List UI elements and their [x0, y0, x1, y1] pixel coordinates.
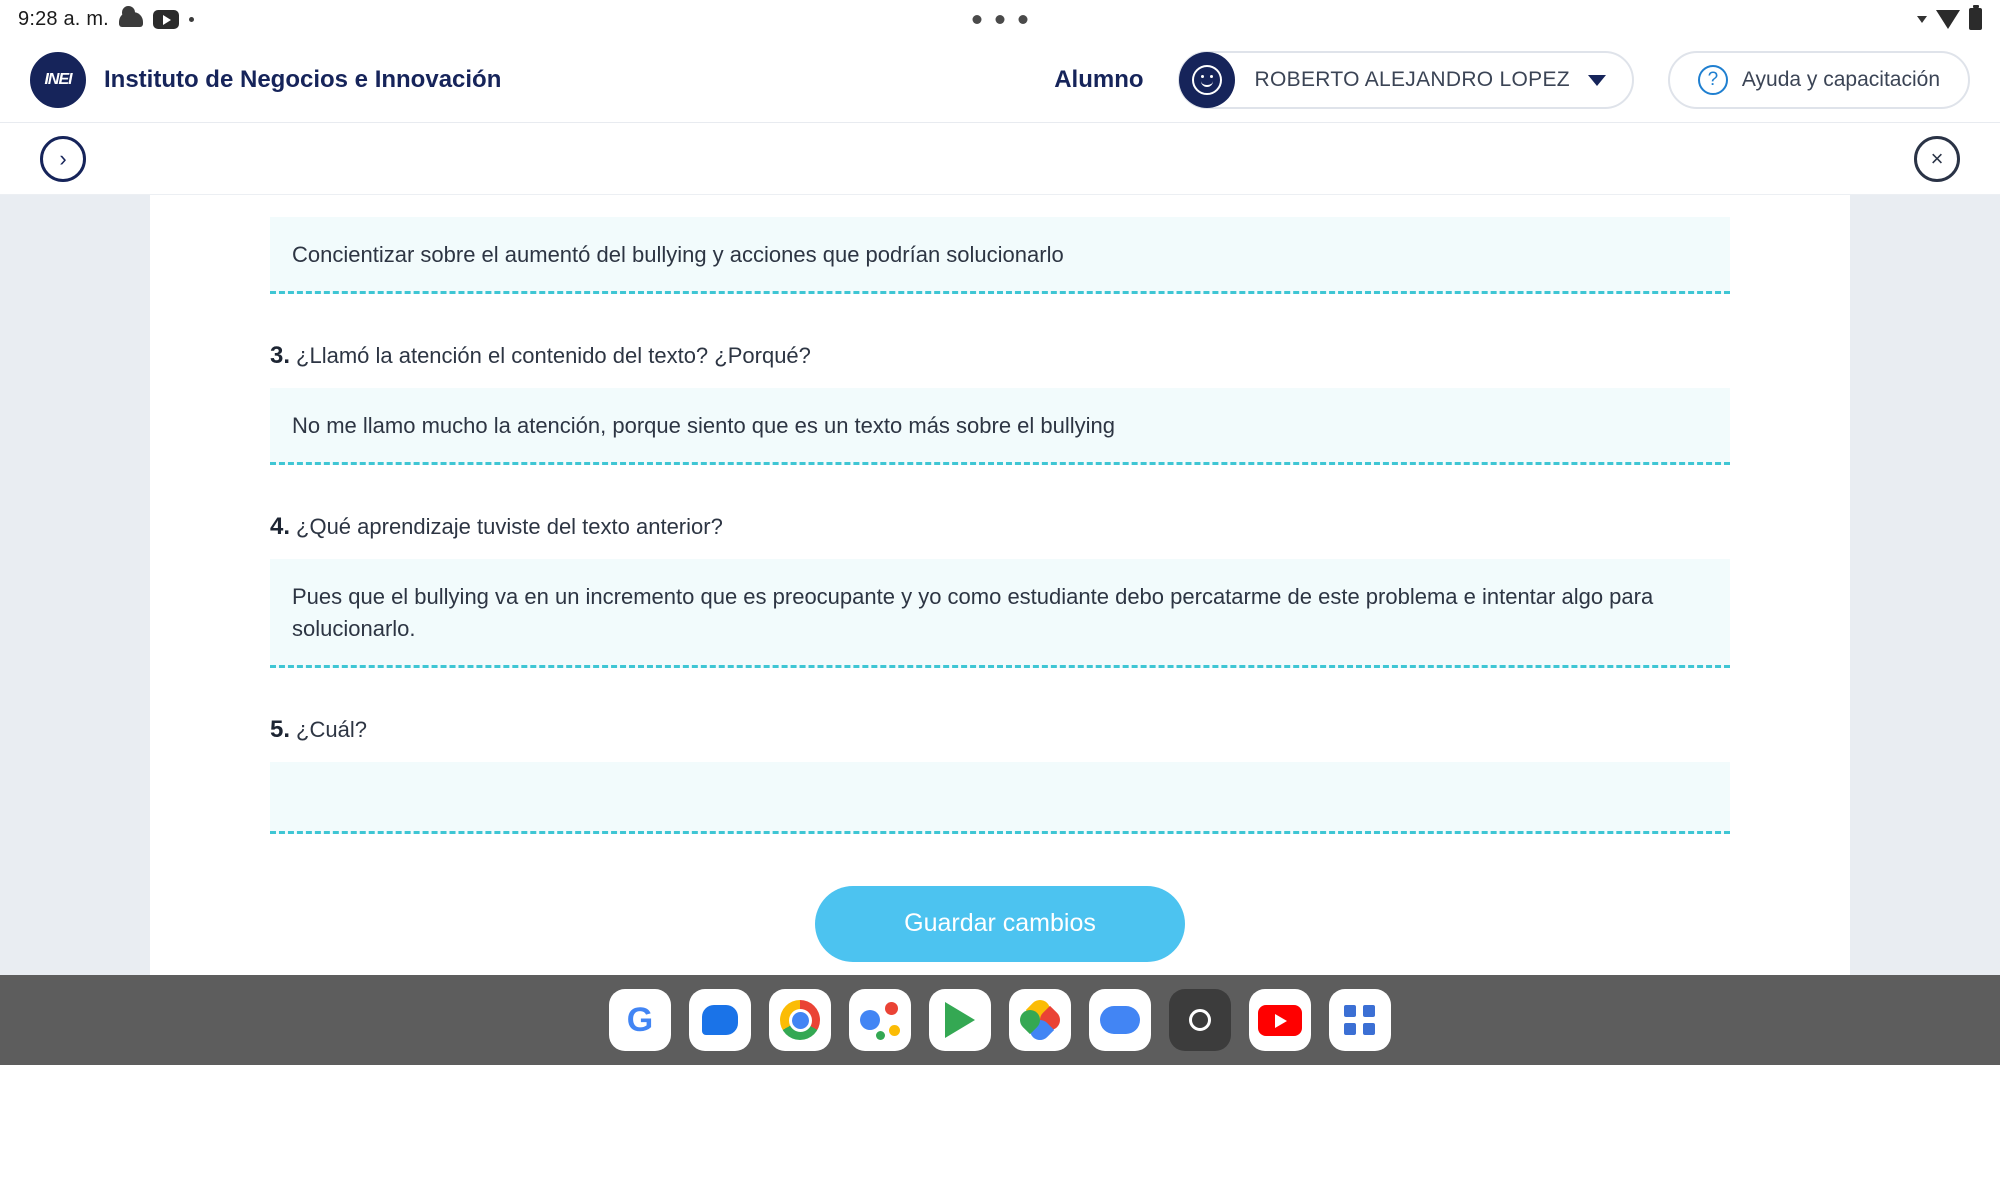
avatar	[1179, 52, 1235, 108]
messages-icon[interactable]	[689, 989, 751, 1051]
activity-form	[150, 195, 1850, 975]
status-clock: 9:28 a. m.	[18, 7, 109, 30]
triangle-down-icon	[1917, 16, 1927, 23]
youtube-icon	[153, 10, 179, 29]
status-left-group	[18, 8, 194, 31]
android-status-bar	[0, 0, 2000, 38]
question-text: ¿Qué aprendizaje tuviste del texto anterior?	[296, 513, 723, 539]
brand	[30, 52, 501, 108]
page-title: Instituto de Negocios e Innovación	[104, 66, 502, 93]
question-mark-icon: ?	[1698, 65, 1728, 95]
google-search-icon[interactable]: G	[609, 989, 671, 1051]
scrollbar[interactable]	[1988, 195, 2000, 975]
question-label-3	[270, 342, 1730, 370]
status-center-dots	[973, 15, 1028, 24]
question-number: 4.	[270, 512, 291, 540]
android-dock	[0, 975, 2000, 1065]
assistant-icon[interactable]	[849, 989, 911, 1051]
answer-field-4[interactable]: Pues que el bullying va en un incremento que es preocupante y yo como estudiante debo percatarme de este problema e intentar algo para solucionarlo.	[270, 559, 1730, 668]
forward-arrow-icon[interactable]: ›	[40, 136, 86, 182]
answer-field-5[interactable]	[270, 762, 1730, 834]
question-label-5	[270, 716, 1730, 744]
answer-field-3[interactable]: No me llamo mucho la atención, porque siento que es un texto más sobre el bullying	[270, 388, 1730, 465]
question-block-5	[270, 716, 1730, 834]
role-label: Alumno	[1054, 66, 1144, 93]
app-drawer-icon[interactable]	[1329, 989, 1391, 1051]
drive-icon[interactable]	[1089, 989, 1151, 1051]
question-number: 3.	[270, 341, 291, 369]
camera-icon[interactable]	[1169, 989, 1231, 1051]
dot-icon	[973, 15, 982, 24]
app-header	[0, 38, 2000, 123]
help-button[interactable]	[1668, 51, 1970, 109]
save-row	[270, 886, 1730, 962]
help-label: Ayuda y capacitación	[1741, 68, 1940, 91]
play-store-icon[interactable]	[929, 989, 991, 1051]
dot-icon	[189, 17, 194, 22]
institution-logo-icon: INEI	[30, 52, 86, 108]
sub-toolbar	[0, 123, 2000, 195]
chevron-down-icon[interactable]	[1588, 75, 1606, 86]
smiley-icon	[1192, 65, 1222, 95]
content-area	[0, 195, 2000, 975]
dot-icon	[1019, 15, 1028, 24]
battery-icon	[1969, 8, 1982, 30]
user-name: ROBERTO ALEJANDRO LOPEZ	[1254, 68, 1570, 91]
question-block-3	[270, 342, 1730, 465]
question-text: ¿Cuál?	[296, 716, 367, 742]
question-block-4	[270, 513, 1730, 668]
chrome-icon[interactable]	[769, 989, 831, 1051]
save-button[interactable]: Guardar cambios	[815, 886, 1185, 962]
question-label-4	[270, 513, 1730, 541]
answer-field-2[interactable]: Concientizar sobre el aumentó del bullying y acciones que podrían solucionarlo	[270, 217, 1730, 294]
question-number: 5.	[270, 715, 291, 743]
header-right-group	[1054, 51, 1970, 109]
cloud-icon	[119, 12, 143, 27]
photos-icon[interactable]	[1009, 989, 1071, 1051]
wifi-icon	[1936, 10, 1960, 29]
user-menu[interactable]	[1178, 51, 1634, 109]
close-icon[interactable]: ×	[1914, 136, 1960, 182]
question-text: ¿Llamó la atención el contenido del texto? ¿Porqué?	[296, 342, 811, 368]
dot-icon	[996, 15, 1005, 24]
youtube-icon[interactable]	[1249, 989, 1311, 1051]
status-right-group	[1917, 8, 1982, 30]
